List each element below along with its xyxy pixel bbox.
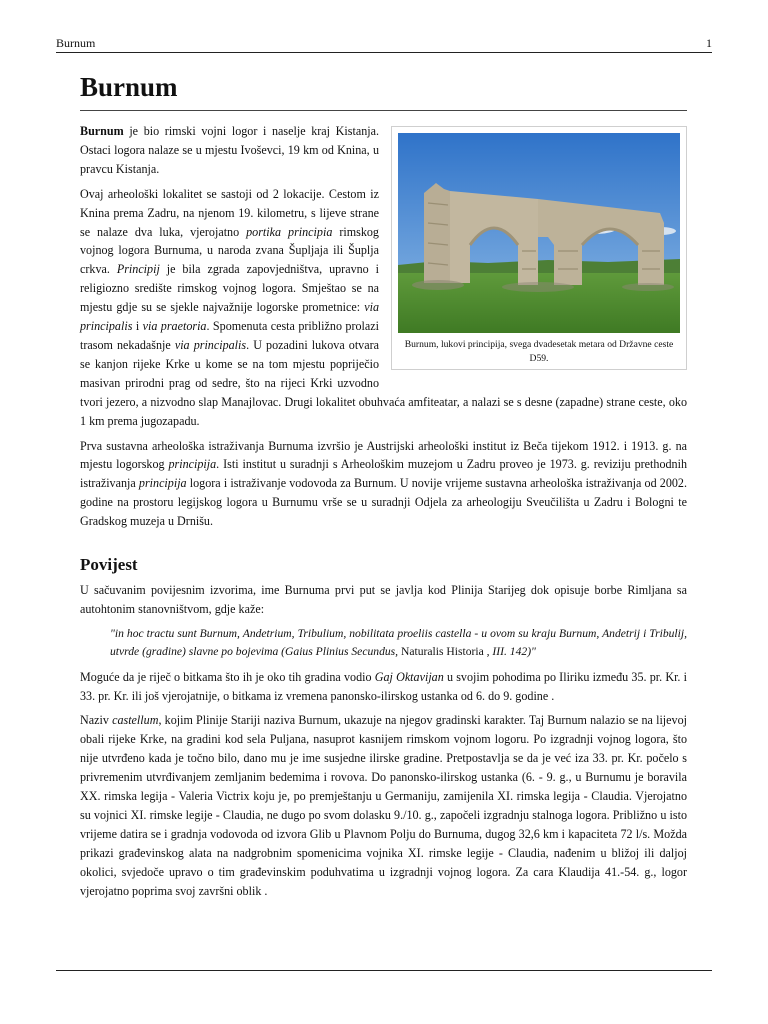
- running-header: [56, 36, 712, 53]
- term-via-praetoria: via praetoria: [142, 319, 207, 334]
- page-title: Burnum: [80, 72, 178, 102]
- term-via-principalis: via principalis: [80, 300, 379, 334]
- term-burnum: Burnum: [80, 124, 124, 138]
- footer-divider: [56, 970, 712, 971]
- term-portika-principia: portika principia: [246, 224, 333, 239]
- history-paragraph-3: Naziv castellum, kojim Plinije Stariji naziva Burnum, ukazuje na njegov gradinski karakter. Taj Burnum nalazio se na lijevoj obali rijeke Krke, na gradini kod sela Puljana, nasuprot kasnijem rimskom vojnom logoru. Po izgradnji vojnog logora, što nije utvrđeno kada je točno bilo, dano mu je ime susjedne ilirske gradine. Pretpostavlja se da je već iza 33. pr. Kr. počelo s privremenim utvrđivanjem zemljanim bedemima i rovova. Do panonsko-ilirskog ustanka (6. - 9. g., u Burnumu je boravila XX. rimska legija - Valeria Victrix koju je, po premještanju u Germaniju, zamijenila XI. rimska legija - Claudia. Vjerojatno su vojnici XI. rimske legije - Claudia, ne dugo po svom dolasku 9./10. g., započeli izgradnju stalnoga logora. Približno u isto vrijeme datira se i gradnja vodovoda od izvora Glib u Plavnom Polju do Burnuma, dugog 32,6 km i kapaciteta 72 l/s. Možda prikazi građevinskog alata na nadgrobnim spomenicima vojnika XI. rimske legije - Claudia, nađenim u bližoj ili daljoj okolici, svjedoče upravo o tim građevinskim poduhvatima u izgradnji vojnog logora. Za cara Klaudija 41.-54. g., logor vjerojatno poprima svoj završni oblik .: [80, 713, 687, 898]
- term-principija-2: principija: [138, 476, 187, 491]
- term-gaj-oktavijan: Gaj Oktavijan: [374, 669, 444, 684]
- work-title: Naturalis Historia: [400, 645, 484, 659]
- intro-paragraph-2: Ovaj arheološki lokalitet se sastoji od 2 lokacije. Cestom iz Knina prema Zadru, na njenom 19. kilometru, s lijeve strane se nalaze dva luka, vjerojatno portika principia rimskog vojnog logora Burnuma, u naroda zvana Šupljaja ili Šuplja crkva. Principij je bila zgrada zapovjedništva, upravno i religiozno središte rimskog vojnog logora. Smještao se na mjestu gdje su se sjekle najvažnije logorske prometnice: via principalis i via praetoria. Spomenuta cesta približno prolazi trasom nekadašnje via principalis. U pozadini lukova otvara se kanjon rijeke Krke u kome se na tom mjestu popriječio masivan prirodni prag od sedre, što na rijeci Krki uzvodno tvori jezero, a nizvodno slap Manajlovac. Drugi lokalitet obuhvaća amfiteatar, a nalazi se s desne (zapadne) strane ceste, oko 1 km prema jugozapadu.: [80, 186, 687, 428]
- history-paragraph-1: U sačuvanim povijesnim izvorima, ime Burnuma prvi put se javlja kod Plinija Starijeg dok opisuje borbe Rimljana sa autohtonim stanovništvom, gdje kaže:: [80, 583, 687, 616]
- intro-paragraph-3: Prva sustavna arheološka istraživanja Burnuma izvršio je Austrijski arheološki institut iz Beča tijekom 1912. i 1913. g. na mjestu logorskog principija. Isti institut u suradnji s Arheološkim muzejom u Zadru proveo je 1973. g. reviziju prethodnih istraživanja principija logora i istraživanje vodovoda za Burnum. U novije vrijeme sustavna arheološka istraživanja od 2002. godine na prostoru legijskog logora u Burnumu vrše se u suradnji Odjela za arheologiju Sveučilišta u Zadru i Bologni te Gradskog muzeja u Drnišu.: [80, 438, 687, 529]
- title-divider: [80, 110, 687, 111]
- intro-paragraph-1: Burnum je bio rimski vojni logor i naselje kraj Kistanja. Ostaci logora nalaze se u mjestu Ivoševci, 19 km od Knina, u pravcu Kistanja.: [80, 124, 379, 176]
- term-principija: principija: [168, 457, 217, 472]
- history-paragraph-2: Moguće da je riječ o bitkama što ih je oko tih gradina vodio Gaj Oktavijan u svojim pohodima po Iliriku između 35. pr. Kr. i 33. pr. Kr. ili još vjerojatnije, o bitkama iz vremena panonsko-ilirskog ustanka od 6. do 9. godine .: [80, 669, 688, 703]
- figure: [391, 126, 687, 370]
- article-body: [80, 122, 687, 907]
- term-principij: Principij: [116, 262, 160, 277]
- pliny-quote: "in hoc tractu sunt Burnum, Andetrium, Tribulium, nobilitata proeliis castella - u ovom su kraju Burnum, Andetrij i Tribulij, utvrde (gradine) slavne po bojevima (Gaius Plinius Secundus, Naturalis Historia , III. 142)": [110, 626, 687, 659]
- term-castellum: castellum: [112, 713, 159, 728]
- figure-caption: Burnum, lukovi principija, svega dvadesetak metara od Državne ceste D59.: [404, 339, 674, 364]
- running-title: Burnum: [56, 36, 96, 50]
- burnum-arches-photo: [398, 133, 680, 333]
- term-via-principalis-2: via principalis: [174, 337, 247, 352]
- page-number: 1: [706, 36, 712, 50]
- section-heading-povijest: Povijest: [80, 555, 138, 575]
